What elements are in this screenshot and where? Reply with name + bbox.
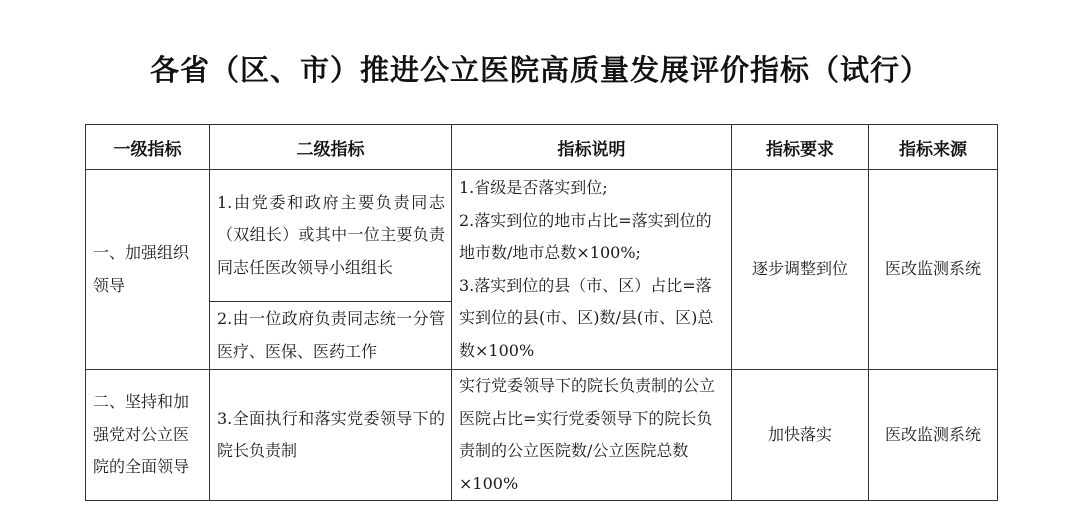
header-description: 指标说明 xyxy=(452,125,732,170)
cell-source: 医改监测系统 xyxy=(869,170,998,370)
table-row xyxy=(86,170,998,302)
cell-description: 实行党委领导下的院长负责制的公立医院占比=实行党委领导下的院长负责制的公立医院数/公立医院总数×100% xyxy=(452,370,732,501)
cell-requirement: 加快落实 xyxy=(732,370,869,501)
table-header-row xyxy=(86,125,998,170)
table-row xyxy=(86,370,998,501)
header-source: 指标来源 xyxy=(869,125,998,170)
cell-level2: 1.由党委和政府主要负责同志（双组长）或其中一位主要负责同志任医改领导小组组长 xyxy=(210,170,452,302)
description-line: 3.落实到位的县（市、区）占比=落实到位的县(市、区)数/县(市、区)总数×100% xyxy=(459,275,714,360)
description-line: 1.省级是否落实到位; xyxy=(459,178,608,197)
cell-description xyxy=(452,170,732,370)
cell-requirement: 逐步调整到位 xyxy=(732,170,869,370)
cell-level1: 一、加强组织领导 xyxy=(86,170,210,370)
cell-level2: 2.由一位政府负责同志统一分管医疗、医保、医药工作 xyxy=(210,302,452,370)
cell-level1: 二、坚持和加强党对公立医院的全面领导 xyxy=(86,370,210,501)
cell-level2: 3.全面执行和落实党委领导下的院长负责制 xyxy=(210,370,452,501)
header-level2: 二级指标 xyxy=(210,125,452,170)
description-line: 2.落实到位的地市占比=落实到位的地市数/地市总数×100%; xyxy=(459,210,712,262)
page-title: 各省（区、市）推进公立医院高质量发展评价指标（试行） xyxy=(149,53,930,87)
header-requirement: 指标要求 xyxy=(732,125,869,170)
indicator-table xyxy=(85,124,998,501)
cell-source: 医改监测系统 xyxy=(869,370,998,501)
header-level1: 一级指标 xyxy=(86,125,210,170)
